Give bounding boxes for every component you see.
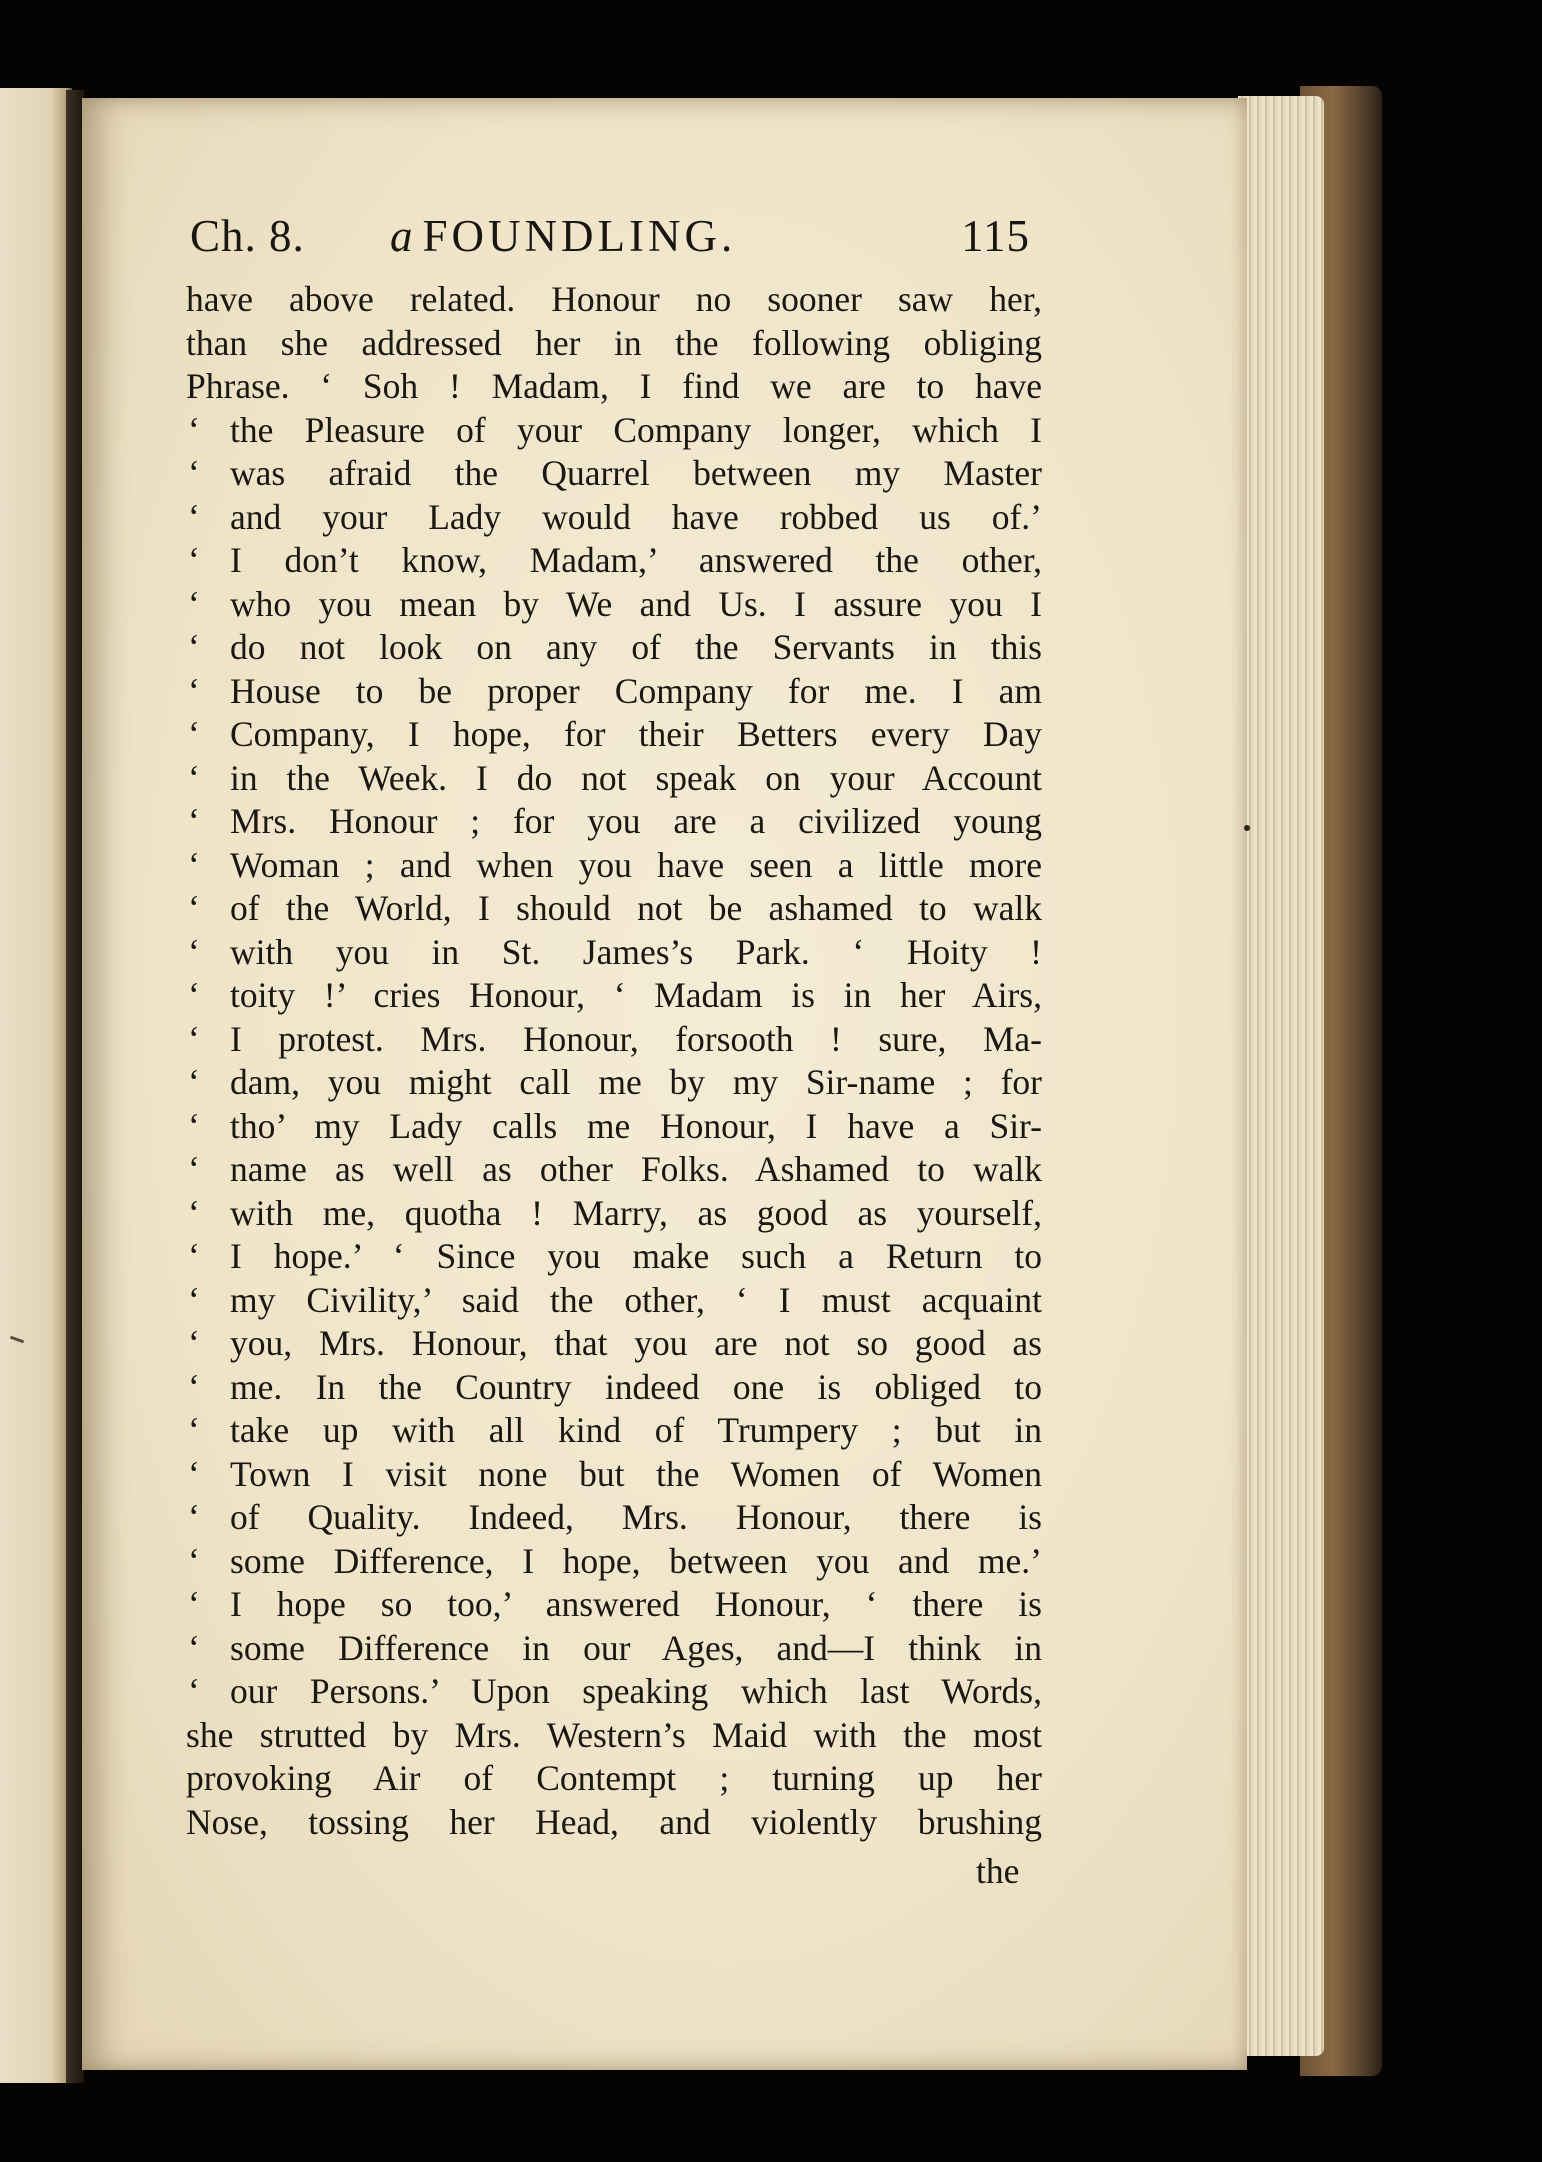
- page-number: 115: [961, 211, 1030, 261]
- line-text: with you in St. James’s Park. ‘ Hoity !: [230, 931, 1042, 972]
- marginal-quote-mark: ‘: [188, 931, 200, 972]
- line-text: I don’t know, Madam,’ answered the other,: [230, 540, 1042, 580]
- line-text: dam, you might call me by my Sir-name ; for: [230, 1062, 1042, 1102]
- line-text: you, Mrs. Honour, that you are not so good as: [230, 1323, 1042, 1363]
- text-line: [186, 1540, 1042, 1584]
- line-text: the Pleasure of your Company longer, which I: [230, 409, 1042, 450]
- marginal-quote-mark: ‘: [188, 1279, 200, 1320]
- line-text: take up with all kind of Trumpery ; but in: [230, 1410, 1042, 1450]
- marginal-quote-mark: ‘: [188, 540, 200, 580]
- marginal-quote-mark: ‘: [188, 1192, 200, 1233]
- text-line: [186, 365, 1042, 409]
- marginal-quote-mark: ‘: [188, 583, 200, 624]
- line-text: in the Week. I do not speak on your Account: [230, 757, 1042, 798]
- chapter-label: Ch. 8.: [190, 211, 305, 261]
- text-line: [186, 1627, 1042, 1671]
- marginal-quote-mark: ‘: [188, 1323, 200, 1363]
- line-text: have above related. Honour no sooner saw her,: [186, 279, 1042, 319]
- line-text: Nose, tossing her Head, and violently brushing: [186, 1801, 1042, 1842]
- line-text: and your Lady would have robbed us of.’: [230, 496, 1042, 537]
- body-text: [186, 278, 1042, 1844]
- catchword: the: [976, 1851, 1020, 1891]
- text-line: [186, 1496, 1042, 1540]
- text-line: [186, 496, 1042, 540]
- line-text: Mrs. Honour ; for you are a civilized young: [230, 801, 1042, 841]
- line-text: was afraid the Quarrel between my Master: [230, 453, 1042, 493]
- page-block-edges: [1238, 96, 1324, 2056]
- marginal-quote-mark: ‘: [188, 1105, 200, 1146]
- text-line: [186, 278, 1042, 322]
- line-text: Woman ; and when you have seen a little more: [230, 844, 1042, 885]
- marginal-quote-mark: ‘: [188, 801, 200, 841]
- marginal-quote-mark: ‘: [188, 1236, 200, 1276]
- text-line: [186, 974, 1042, 1018]
- text-line: [186, 322, 1042, 366]
- line-text: Phrase. ‘ Soh ! Madam, I find we are to have: [186, 366, 1042, 406]
- text-line: [186, 626, 1042, 670]
- text-line: [186, 1061, 1042, 1105]
- marginal-quote-mark: ‘: [188, 975, 200, 1015]
- line-text: my Civility,’ said the other, ‘ I must acquaint: [230, 1279, 1042, 1320]
- line-text: who you mean by We and Us. I assure you I: [230, 583, 1042, 624]
- text-line: [186, 931, 1042, 975]
- text-line: [186, 1801, 1042, 1845]
- text-line: [186, 539, 1042, 583]
- text-line: [186, 1192, 1042, 1236]
- text-line: [186, 1453, 1042, 1497]
- line-text: I hope.’ ‘ Since you make such a Return to: [230, 1236, 1042, 1276]
- marginal-quote-mark: ‘: [188, 1410, 200, 1450]
- marginal-quote-mark: ‘: [188, 1627, 200, 1668]
- text-line: [186, 452, 1042, 496]
- page-mark: [1244, 825, 1250, 831]
- title-main: FOUNDLING.: [422, 211, 737, 261]
- line-text: me. In the Country indeed one is obliged to: [230, 1366, 1042, 1407]
- marginal-quote-mark: ‘: [188, 1366, 200, 1407]
- text-line: [186, 1583, 1042, 1627]
- line-text: I protest. Mrs. Honour, forsooth ! sure, Ma-: [230, 1018, 1042, 1059]
- text-line: [186, 1322, 1042, 1366]
- text-line: [186, 1409, 1042, 1453]
- text-line: [186, 1148, 1042, 1192]
- text-line: [186, 1670, 1042, 1714]
- marginal-quote-mark: ‘: [188, 496, 200, 537]
- text-line: [186, 1018, 1042, 1062]
- marginal-quote-mark: ‘: [188, 1497, 200, 1537]
- running-header: [190, 210, 1030, 270]
- line-text: of Quality. Indeed, Mrs. Honour, there is: [230, 1497, 1042, 1537]
- marginal-quote-mark: ‘: [188, 757, 200, 798]
- line-text: name as well as other Folks. Ashamed to walk: [230, 1149, 1042, 1189]
- title-article: a: [390, 211, 413, 261]
- text-line: [186, 583, 1042, 627]
- marginal-quote-mark: ‘: [188, 1584, 200, 1624]
- marginal-quote-mark: ‘: [188, 670, 200, 711]
- text-line: [186, 670, 1042, 714]
- marginal-quote-mark: ‘: [188, 1149, 200, 1189]
- marginal-quote-mark: ‘: [188, 627, 200, 667]
- line-text: some Difference, I hope, between you and me.’: [230, 1540, 1042, 1581]
- marginal-quote-mark: ‘: [188, 888, 200, 928]
- marginal-quote-mark: ‘: [188, 1671, 200, 1711]
- line-text: provoking Air of Contempt ; turning up her: [186, 1758, 1042, 1798]
- line-text: Company, I hope, for their Betters every Day: [230, 714, 1042, 754]
- marginal-quote-mark: ‘: [188, 1018, 200, 1059]
- marginal-quote-mark: ‘: [188, 844, 200, 885]
- text-line: [186, 844, 1042, 888]
- text-line: [186, 1105, 1042, 1149]
- line-text: toity !’ cries Honour, ‘ Madam is in her Airs,: [230, 975, 1042, 1015]
- line-text: with me, quotha ! Marry, as good as yourself,: [230, 1192, 1042, 1233]
- line-text: House to be proper Company for me. I am: [230, 670, 1042, 711]
- line-text: than she addressed her in the following obliging: [186, 322, 1042, 363]
- text-line: [186, 1279, 1042, 1323]
- text-line: [186, 1235, 1042, 1279]
- marginal-quote-mark: ‘: [188, 409, 200, 450]
- text-line: [186, 713, 1042, 757]
- text-line: [186, 1757, 1042, 1801]
- text-line: [186, 1366, 1042, 1410]
- line-text: of the World, I should not be ashamed to walk: [230, 888, 1042, 928]
- left-page-edge: [0, 88, 72, 2083]
- running-title: [390, 210, 736, 262]
- line-text: I hope so too,’ answered Honour, ‘ there is: [230, 1584, 1042, 1624]
- marginal-quote-mark: ‘: [188, 714, 200, 754]
- marginal-quote-mark: ‘: [188, 453, 200, 493]
- line-text: some Difference in our Ages, and—I think in: [230, 1627, 1042, 1668]
- text-line: [186, 757, 1042, 801]
- marginal-quote-mark: ‘: [188, 1062, 200, 1102]
- marginal-quote-mark: ‘: [188, 1453, 200, 1494]
- line-text: our Persons.’ Upon speaking which last Words,: [230, 1671, 1042, 1711]
- text-line: [186, 800, 1042, 844]
- line-text: tho’ my Lady calls me Honour, I have a Sir-: [230, 1105, 1042, 1146]
- text-line: [186, 1714, 1042, 1758]
- line-text: do not look on any of the Servants in this: [230, 627, 1042, 667]
- text-line: [186, 409, 1042, 453]
- marginal-quote-mark: ‘: [188, 1540, 200, 1581]
- line-text: Town I visit none but the Women of Women: [230, 1453, 1042, 1494]
- line-text: she strutted by Mrs. Western’s Maid with the most: [186, 1714, 1042, 1755]
- text-line: [186, 887, 1042, 931]
